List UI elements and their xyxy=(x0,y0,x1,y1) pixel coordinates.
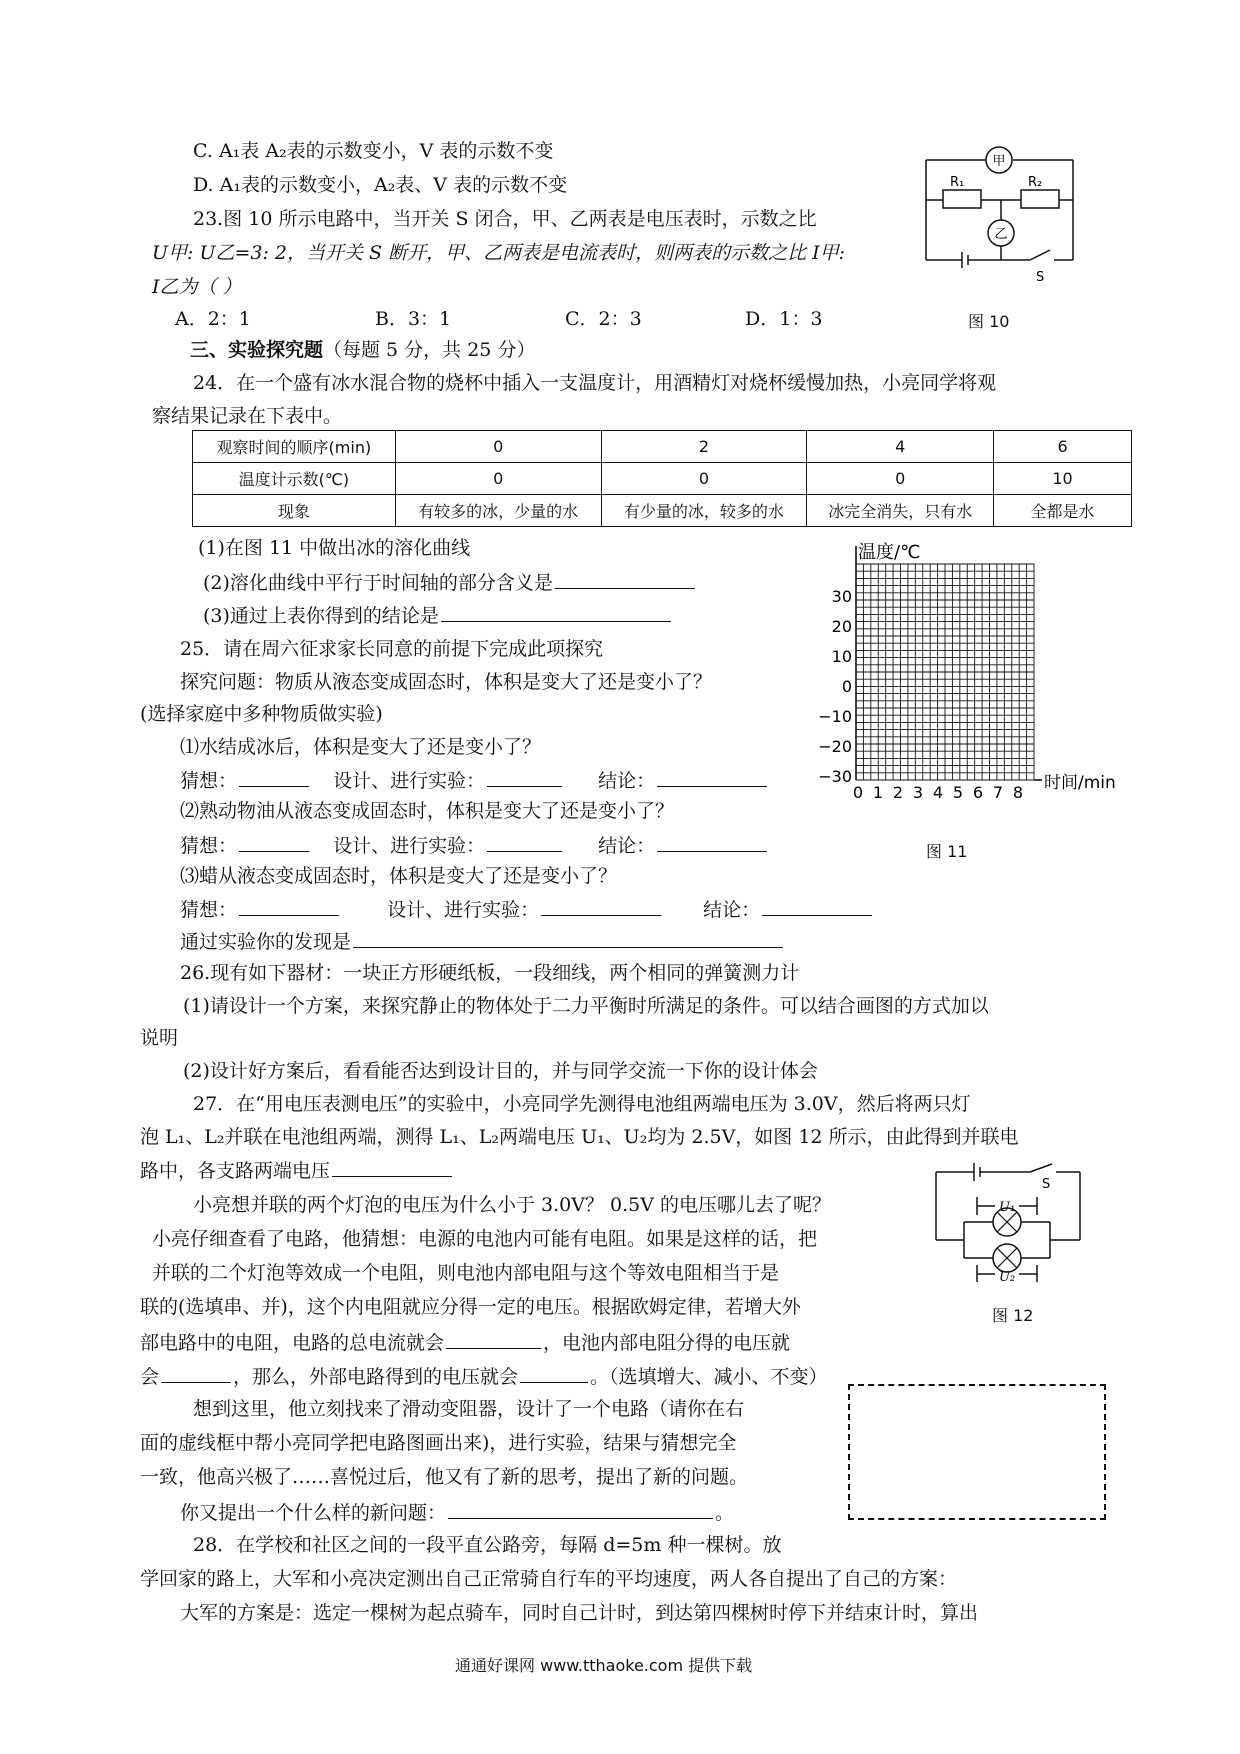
table-cell: 10 xyxy=(994,463,1132,495)
q27-line8-tail: ，电池内部电阻分得的电压就 xyxy=(543,1332,791,1354)
q25-s3-answers xyxy=(180,897,874,922)
fig12-u2-label: U₂ xyxy=(999,1270,1016,1285)
q27-line6: 并联的二个灯泡等效成一个电阻，则电池内部电阻与这个等效电阻相当于是 xyxy=(152,1262,780,1284)
answer-blank[interactable] xyxy=(446,1330,541,1349)
figure-11-caption: 图 11 xyxy=(926,842,968,861)
q23-line3: I乙为（ ） xyxy=(152,276,242,298)
q27-line9 xyxy=(140,1364,828,1389)
figure-10-caption: 图 10 xyxy=(968,312,1010,331)
section-3-title: 三、实验探究题 xyxy=(190,339,324,361)
q27-line9-text: 会 xyxy=(140,1366,160,1388)
answer-blank[interactable] xyxy=(487,768,562,787)
q27-line3 xyxy=(140,1158,454,1183)
q27-line13-tail: 。 xyxy=(715,1502,735,1524)
q27-line5: 小亮仔细查看了电路，他猜想：电源的电池内可能有电阻。如果是这样的话，把 xyxy=(152,1228,818,1250)
table-row xyxy=(193,495,1132,527)
x-tick-label: 3 xyxy=(912,783,924,802)
table-cell: 有少量的冰，较多的水 xyxy=(601,495,807,527)
q23-option-d: D．1：3 xyxy=(745,308,823,330)
design-label: 设计、进行实验： xyxy=(333,770,486,792)
answer-blank[interactable] xyxy=(448,1500,713,1519)
table-cell: 温度计示数(℃) xyxy=(193,463,396,495)
q24-sub2-text: (2)溶化曲线中平行于时间轴的部分含义是 xyxy=(203,572,553,594)
x-tick-label: 8 xyxy=(1012,783,1024,802)
conclusion-label: 结论： xyxy=(598,835,656,857)
q24-sub3-text: (3)通过上表你得到的结论是 xyxy=(203,605,439,627)
q25-s2-answers xyxy=(180,833,769,858)
fig10-meter-b-label: 乙 xyxy=(994,227,1008,242)
fig10-r1-label: R₁ xyxy=(950,175,965,190)
q27-line2: 泡 L₁、L₂并联在电池组两端，测得 L₁、L₂两端电压 U₁、U₂均为 2.5V，如图 12 所示，由此得到并联电 xyxy=(140,1126,1019,1148)
answer-blank[interactable] xyxy=(239,897,339,916)
guess-label: 猜想： xyxy=(180,899,238,921)
fig10-r2-label: R₂ xyxy=(1028,175,1043,190)
q24-sub1: (1)在图 11 中做出冰的溶化曲线 xyxy=(198,537,471,559)
answer-blank[interactable] xyxy=(441,603,671,622)
x-tick-label: 5 xyxy=(952,783,964,802)
answer-blank[interactable] xyxy=(657,768,767,787)
q25-line1: 25．请在周六征求家长同意的前提下完成此项探究 xyxy=(180,638,604,660)
answer-blank[interactable] xyxy=(520,1364,588,1383)
table-cell: 0 xyxy=(395,463,601,495)
table-cell: 0 xyxy=(601,463,807,495)
q24-sub3 xyxy=(203,603,673,628)
y-tick-label: 30 xyxy=(831,587,852,606)
q27-line13 xyxy=(180,1500,734,1525)
y-tick-label: 20 xyxy=(831,617,852,636)
q27-line7: 联的(选填串、并)，这个内电阻就应分得一定的电压。根据欧姆定律，若增大外 xyxy=(140,1296,801,1318)
q25-s1: ⑴水结成冰后，体积是变大了还是变小了？ xyxy=(180,736,542,758)
y-tick-label: 10 xyxy=(831,647,852,666)
figure-12-caption: 图 12 xyxy=(992,1306,1034,1325)
y-tick-label: −10 xyxy=(818,707,852,726)
q25-s1-answers xyxy=(180,768,769,793)
table-cell: 6 xyxy=(994,431,1132,463)
q27-line9-tail: 。（选填增大、减小、不变） xyxy=(590,1366,828,1388)
q23-option-c: C．2：3 xyxy=(565,308,642,330)
q27-line8-text: 部电路中的电阻，电路的总电流就会 xyxy=(140,1332,445,1354)
fig12-u1-label: U₁ xyxy=(999,1200,1016,1215)
q23-line1: 23.图 10 所示电路中，当开关 S 闭合，甲、乙两表是电压表时，示数之比 xyxy=(193,208,817,230)
observation-table xyxy=(192,430,1132,527)
fig10-switch-label: S xyxy=(1036,270,1045,285)
section-3-heading xyxy=(190,339,535,362)
answer-blank[interactable] xyxy=(239,768,309,787)
fig12-switch-label: S xyxy=(1042,1177,1051,1192)
figure-11-graph xyxy=(818,540,1130,840)
q26-line1: 26.现有如下器材：一块正方形硬纸板，一段细线，两个相同的弹簧测力计 xyxy=(180,962,800,984)
conclusion-label: 结论： xyxy=(703,899,761,921)
q27-line11: 面的虚线框中帮小亮同学把电路图画出来)，进行实验，结果与猜想完全 xyxy=(140,1432,737,1454)
q27-line12: 一致，他高兴极了……喜悦过后，他又有了新的思考，提出了新的问题。 xyxy=(140,1466,749,1488)
table-cell: 有较多的冰，少量的水 xyxy=(395,495,601,527)
q24-line1: 24．在一个盛有冰水混合物的烧杯中插入一支温度计，用酒精灯对烧杯缓慢加热，小亮同学将观 xyxy=(193,372,997,394)
q27-line10: 想到这里，他立刻找来了滑动变阻器，设计了一个电路（请你在右 xyxy=(193,1398,745,1420)
section-3-note: （每题 5 分，共 25 分） xyxy=(323,339,536,361)
q24-line2: 察结果记录在下表中。 xyxy=(152,405,343,427)
q27-line1: 27．在“用电压表测电压”的实验中，小亮同学先测得电池组两端电压为 3.0V，然后将两只灯 xyxy=(193,1093,971,1115)
q25-line3: (选择家庭中多种物质做实验) xyxy=(140,703,383,725)
footer-download-note: 通通好课网 www.tthaoke.com 提供下载 xyxy=(455,1656,753,1675)
circuit-drawing-box[interactable] xyxy=(848,1384,1106,1520)
q22-option-d: D. A₁表的示数变小，A₂表、V 表的示数不变 xyxy=(193,174,568,196)
table-cell: 现象 xyxy=(193,495,396,527)
figure-12-circuit xyxy=(930,1160,1090,1290)
guess-label: 猜想： xyxy=(180,770,238,792)
answer-blank[interactable] xyxy=(762,897,872,916)
fig11-ylabel: 温度/℃ xyxy=(858,542,921,563)
answer-blank[interactable] xyxy=(239,833,309,852)
design-label: 设计、进行实验： xyxy=(387,899,540,921)
bulb-icon xyxy=(993,1244,1021,1272)
conclusion-label: 结论： xyxy=(598,770,656,792)
q22-option-c: C. A₁表 A₂表的示数变小，V 表的示数不变 xyxy=(193,140,554,162)
table-cell: 0 xyxy=(807,463,994,495)
q23-option-a: A．2：1 xyxy=(175,308,251,330)
table-cell: 冰完全消失，只有水 xyxy=(807,495,994,527)
q26-line3: 说明 xyxy=(140,1027,179,1049)
x-tick-label: 4 xyxy=(932,783,944,802)
table-cell: 全都是水 xyxy=(994,495,1132,527)
table-row xyxy=(193,431,1132,463)
table-cell: 4 xyxy=(807,431,994,463)
q28-line3: 大军的方案是：选定一棵树为起点骑车，同时自己计时，到达第四棵树时停下并结束计时，算出 xyxy=(180,1602,979,1624)
table-row xyxy=(193,463,1132,495)
q27-line3-text: 路中，各支路两端电压 xyxy=(140,1160,331,1182)
finding-label: 通过实验你的发现是 xyxy=(180,931,352,953)
fig11-xlabel: 时间/min xyxy=(1044,773,1116,793)
q25-line2: 探究问题：物质从液态变成固态时，体积是变大了还是变小了？ xyxy=(180,671,713,693)
q26-line2: (1)请设计一个方案，来探究静止的物体处于二力平衡时所满足的条件。可以结合画图的方式加以 xyxy=(183,995,989,1017)
answer-blank[interactable] xyxy=(487,833,562,852)
x-tick-label: 6 xyxy=(972,783,984,802)
x-tick-label: 2 xyxy=(892,783,904,802)
q27-line13-text: 你又提出一个什么样的新问题： xyxy=(180,1502,447,1524)
answer-blank[interactable] xyxy=(541,897,661,916)
q28-line2: 学回家的路上，大军和小亮决定测出自己正常骑自行车的平均速度，两人各自提出了自己的方案： xyxy=(140,1568,958,1590)
x-tick-label: 1 xyxy=(872,783,884,802)
table-cell: 观察时间的顺序(min) xyxy=(193,431,396,463)
q24-sub2 xyxy=(203,570,697,595)
x-tick-label: 7 xyxy=(992,783,1004,802)
y-tick-label: −20 xyxy=(818,737,852,756)
table-cell: 0 xyxy=(395,431,601,463)
answer-blank[interactable] xyxy=(657,833,767,852)
q25-finding xyxy=(180,929,785,954)
q23-option-b: B．3：1 xyxy=(375,308,452,330)
answer-blank[interactable] xyxy=(332,1158,452,1177)
q23-line2: U甲: U乙=3: 2，当开关 S 断开，甲、乙两表是电流表时，则两表的示数之比 I甲: xyxy=(152,242,846,264)
q26-line4: (2)设计好方案后，看看能否达到设计目的，并与同学交流一下你的设计体会 xyxy=(183,1060,818,1082)
q25-s3: ⑶蜡从液态变成固态时，体积是变大了还是变小了？ xyxy=(180,865,618,887)
q25-s2: ⑵熟动物油从液态变成固态时，体积是变大了还是变小了？ xyxy=(180,800,675,822)
answer-blank[interactable] xyxy=(161,1364,231,1383)
figure-10-circuit xyxy=(918,138,1088,288)
design-label: 设计、进行实验： xyxy=(333,835,486,857)
guess-label: 猜想： xyxy=(180,835,238,857)
q27-line8 xyxy=(140,1330,790,1355)
y-tick-label: 0 xyxy=(841,677,852,696)
y-tick-label: −30 xyxy=(818,767,852,786)
q27-line9-mid: ，那么，外部电路得到的电压就会 xyxy=(233,1366,519,1388)
table-cell: 2 xyxy=(601,431,807,463)
fig10-meter-a-label: 甲 xyxy=(992,154,1006,169)
q28-line1: 28．在学校和社区之间的一段平直公路旁，每隔 d=5m 种一棵树。放 xyxy=(193,1534,782,1556)
q27-line4: 小亮想并联的两个灯泡的电压为什么小于 3.0V？ 0.5V 的电压哪儿去了呢？ xyxy=(193,1194,831,1216)
answer-blank[interactable] xyxy=(353,929,783,948)
x-tick-label: 0 xyxy=(852,783,864,802)
answer-blank[interactable] xyxy=(555,570,695,589)
